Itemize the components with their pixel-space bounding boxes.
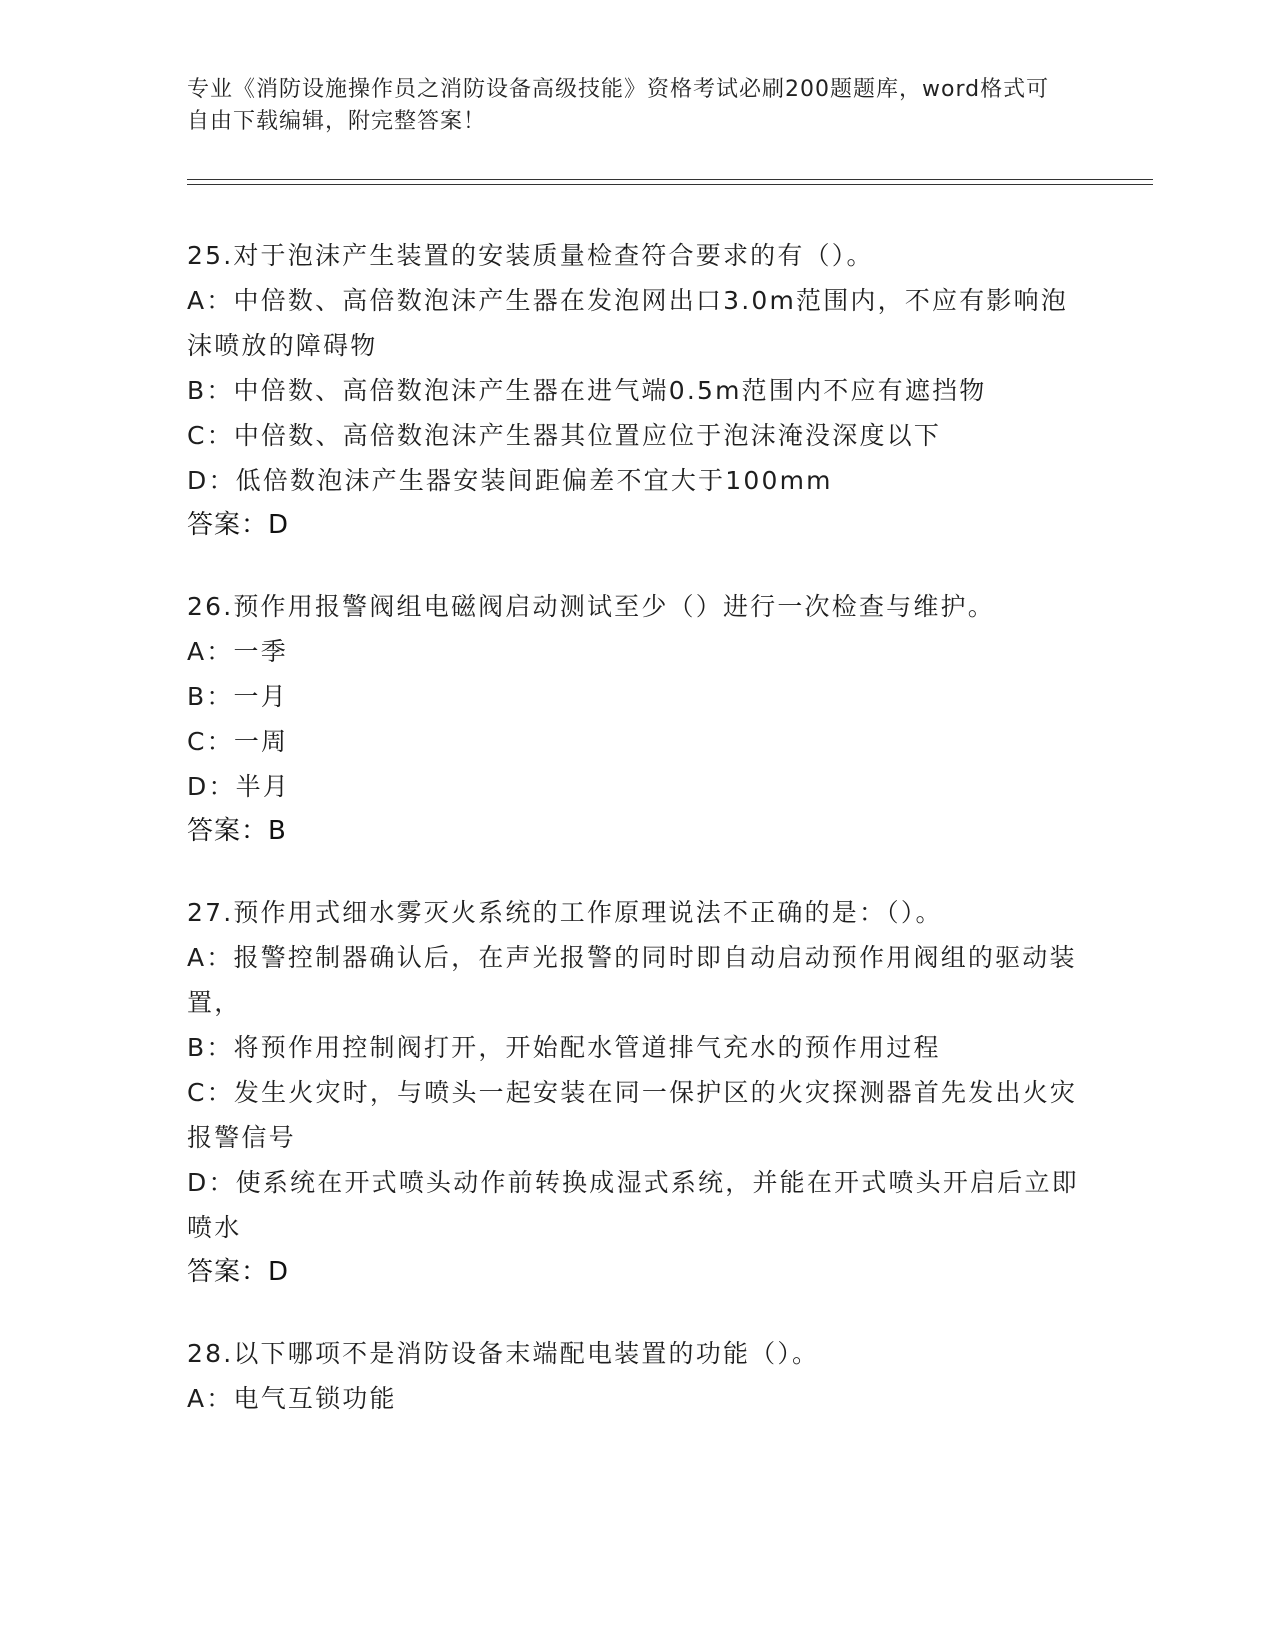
option-c: C：中倍数、高倍数泡沫产生器其位置应位于泡沫淹没深度以下 [187,421,942,450]
option-a: A：一季 [187,637,288,666]
option-d: D：低倍数泡沫产生器安装间距偏差不宜大于100mm [187,466,833,495]
question-27 [187,890,1087,1295]
answer: 答案：B [187,816,287,846]
question-stem: 25.对于泡沫产生装置的安装质量检查符合要求的有（）。 [187,241,874,270]
option-b: B：将预作用控制阀打开，开始配水管道排气充水的预作用过程 [187,1033,941,1062]
header-divider-top [187,179,1153,180]
option-b: B：中倍数、高倍数泡沫产生器在进气端0.5m范围内不应有遮挡物 [187,376,987,405]
document-header: 专业《消防设施操作员之消防设备高级技能》资格考试必刷200题题库，word格式可自由下载编辑，附完整答案！ [187,77,1050,134]
question-stem: 28.以下哪项不是消防设备末端配电装置的功能（）。 [187,1339,820,1368]
option-c: C：一周 [187,727,289,756]
option-b: B：一月 [187,682,288,711]
question-25 [187,233,1087,548]
option-a: A：报警控制器确认后，在声光报警的同时即自动启动预作用阀组的驱动装置， [187,943,1077,1017]
question-stem: 27.预作用式细水雾灭火系统的工作原理说法不正确的是：（）。 [187,898,943,927]
question-26 [187,584,1087,854]
option-c: C：发生火灾时，与喷头一起安装在同一保护区的火灾探测器首先发出火灾报警信号 [187,1078,1078,1152]
answer: 答案：D [187,510,290,540]
option-a: A：中倍数、高倍数泡沫产生器在发泡网出口3.0m范围内，不应有影响泡沫喷放的障碍物 [187,286,1069,360]
answer: 答案：D [187,1257,290,1287]
question-28 [187,1331,1087,1421]
header-divider-bottom [187,184,1153,185]
question-list [187,233,1087,1457]
option-d: D：半月 [187,772,291,801]
option-a: A：电气互锁功能 [187,1384,397,1413]
question-stem: 26.预作用报警阀组电磁阀启动测试至少（）进行一次检查与维护。 [187,592,995,621]
option-d: D：使系统在开式喷头动作前转换成湿式系统，并能在开式喷头开启后立即喷水 [187,1168,1079,1242]
